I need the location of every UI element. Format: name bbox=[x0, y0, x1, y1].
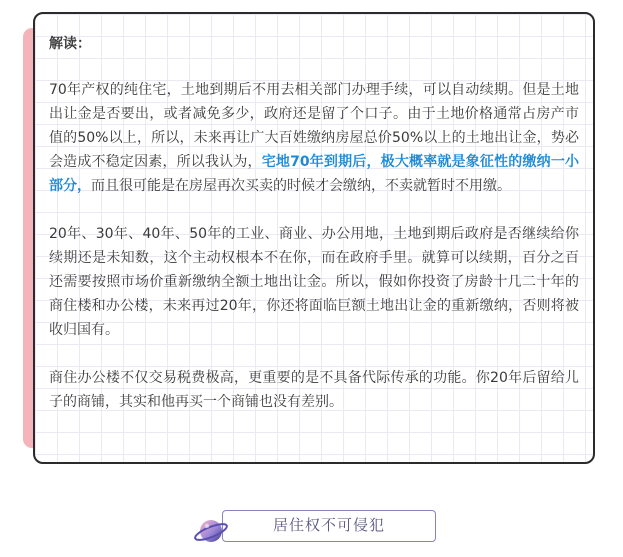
paragraph-3: 商住办公楼不仅交易税费极高，更重要的是不具备代际传承的功能。你20年后留给儿子的商铺，其实和他再买一个商铺也没有差别。 bbox=[49, 370, 579, 410]
paragraph-1-highlight: 宅地70年到期后，极大概率就是象征性的缴纳一小部分， bbox=[49, 154, 580, 194]
card-heading: 解读： bbox=[49, 36, 91, 52]
article-card bbox=[33, 12, 595, 464]
paragraph-1 bbox=[49, 78, 579, 198]
planet-icon bbox=[193, 514, 229, 548]
footer-tag bbox=[185, 506, 445, 548]
paragraph-2: 20年、30年、40年、50年的工业、商业、办公用地，土地到期后政府是否继续给你续期还是未知数，这个主动权根本不在你，而在政府手里。就算可以续期，百分之百还需要按照市场价重新缴纳全额土地出让金。所以，假如你投资了房龄十几二十年的商住楼和办公楼，未来再过20年，你还将面临巨额土地出让金的重新缴纳，否则将被收归国有。 bbox=[49, 226, 579, 338]
footer-label: 居住权不可侵犯 bbox=[222, 510, 436, 542]
paragraph-1-text-b: 而且很可能是在房屋再次买卖的时候才会缴纳，不卖就暂时不用缴。 bbox=[91, 178, 511, 194]
paragraph-1-text-a: 70年产权的纯住宅，土地到期后不用去相关部门办理手续，可以自动续期。但是土地出让金是否要出，或者减免多少，政府还是留了个口子。由于土地价格通常占房产市值的50%以上，所以，未来再让广大百姓缴纳房屋总价50%以上的土地出让金，势必会造成不稳定因素，所以我认为， bbox=[49, 82, 579, 170]
